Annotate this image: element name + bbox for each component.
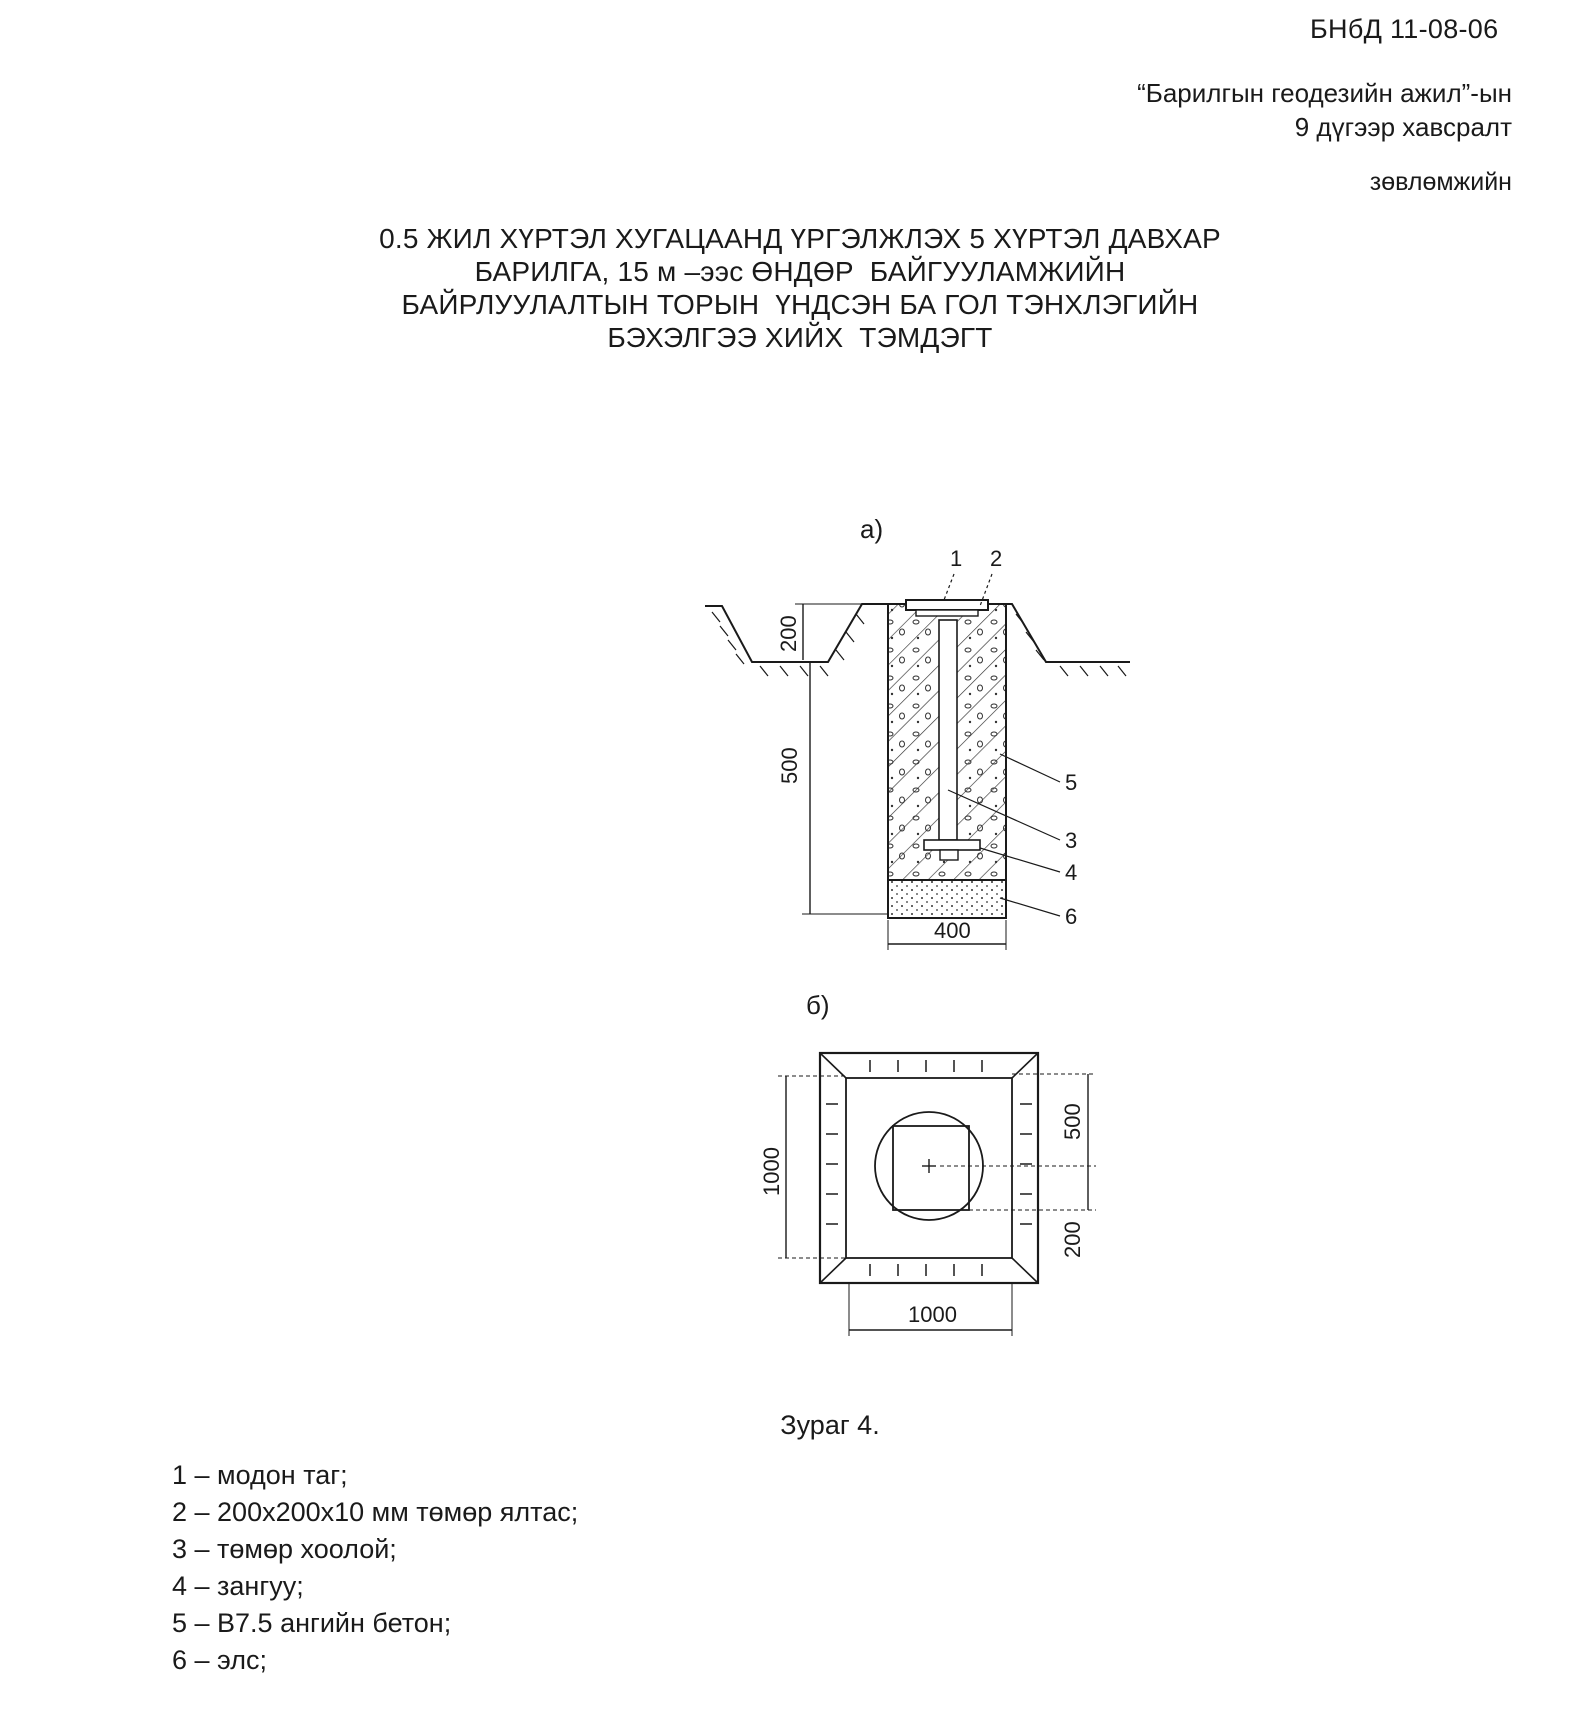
recommendation-label: зөвлөмжийн bbox=[1369, 168, 1512, 196]
legend-item: 4 – зангуу; bbox=[172, 1571, 304, 1601]
legend-item: 3 – төмөр хоолой; bbox=[172, 1534, 397, 1564]
legend-item: 5 – В7.5 ангийн бетон; bbox=[172, 1608, 452, 1638]
dim-right-lower-label: 200 bbox=[1060, 1221, 1085, 1258]
title-line-1: 0.5 ЖИЛ ХҮРТЭЛ ХУГАЦААНД ҮРГЭЛЖЛЭХ 5 ХҮРТЭЛ ДАВХАР bbox=[379, 223, 1221, 254]
callout-1: 1 bbox=[950, 546, 963, 571]
callout-4: 4 bbox=[1065, 860, 1078, 885]
legend-item: 2 – 200x200x10 мм төмөр ялтас; bbox=[172, 1497, 579, 1527]
dim-bottom-label: 1000 bbox=[908, 1302, 957, 1327]
figure-b-label: б) bbox=[806, 990, 830, 1020]
legend-list bbox=[172, 1457, 972, 1679]
annex-line-1: “Барилгын геодезийн ажил”-ын bbox=[1137, 78, 1512, 108]
callout-3: 3 bbox=[1065, 828, 1078, 853]
legend-item: 6 – элс; bbox=[172, 1645, 267, 1675]
document-code: БНбД 11-08-06 bbox=[1310, 14, 1499, 44]
figure-a-label: а) bbox=[860, 514, 884, 544]
dim-200-label: 200 bbox=[776, 615, 801, 652]
legend-item: 1 – модон таг; bbox=[172, 1460, 348, 1490]
title-line-2: БАРИЛГА, 15 м –ээс ӨНДӨР БАЙГУУЛАМЖИЙН bbox=[474, 256, 1126, 287]
callout-6: 6 bbox=[1065, 904, 1078, 929]
callout-2: 2 bbox=[990, 546, 1003, 571]
plate-square bbox=[893, 1126, 969, 1210]
dim-right-upper-label: 500 bbox=[1060, 1103, 1085, 1140]
annex-line-2: 9 дүгээр хавсралт bbox=[1294, 112, 1512, 142]
dim-400-label: 400 bbox=[934, 918, 971, 943]
figure-caption: Зураг 4. bbox=[780, 1410, 880, 1440]
dim-500-label: 500 bbox=[777, 747, 802, 784]
title-line-4: БЭХЭЛГЭЭ ХИЙХ ТЭМДЭГТ bbox=[607, 322, 993, 353]
dim-left-label: 1000 bbox=[759, 1147, 784, 1196]
callout-5: 5 bbox=[1065, 770, 1078, 795]
title-line-3: БАЙРЛУУЛАЛТЫН ТОРЫН ҮНДСЭН БА ГОЛ ТЭНХЛЭГИЙН bbox=[401, 289, 1199, 320]
